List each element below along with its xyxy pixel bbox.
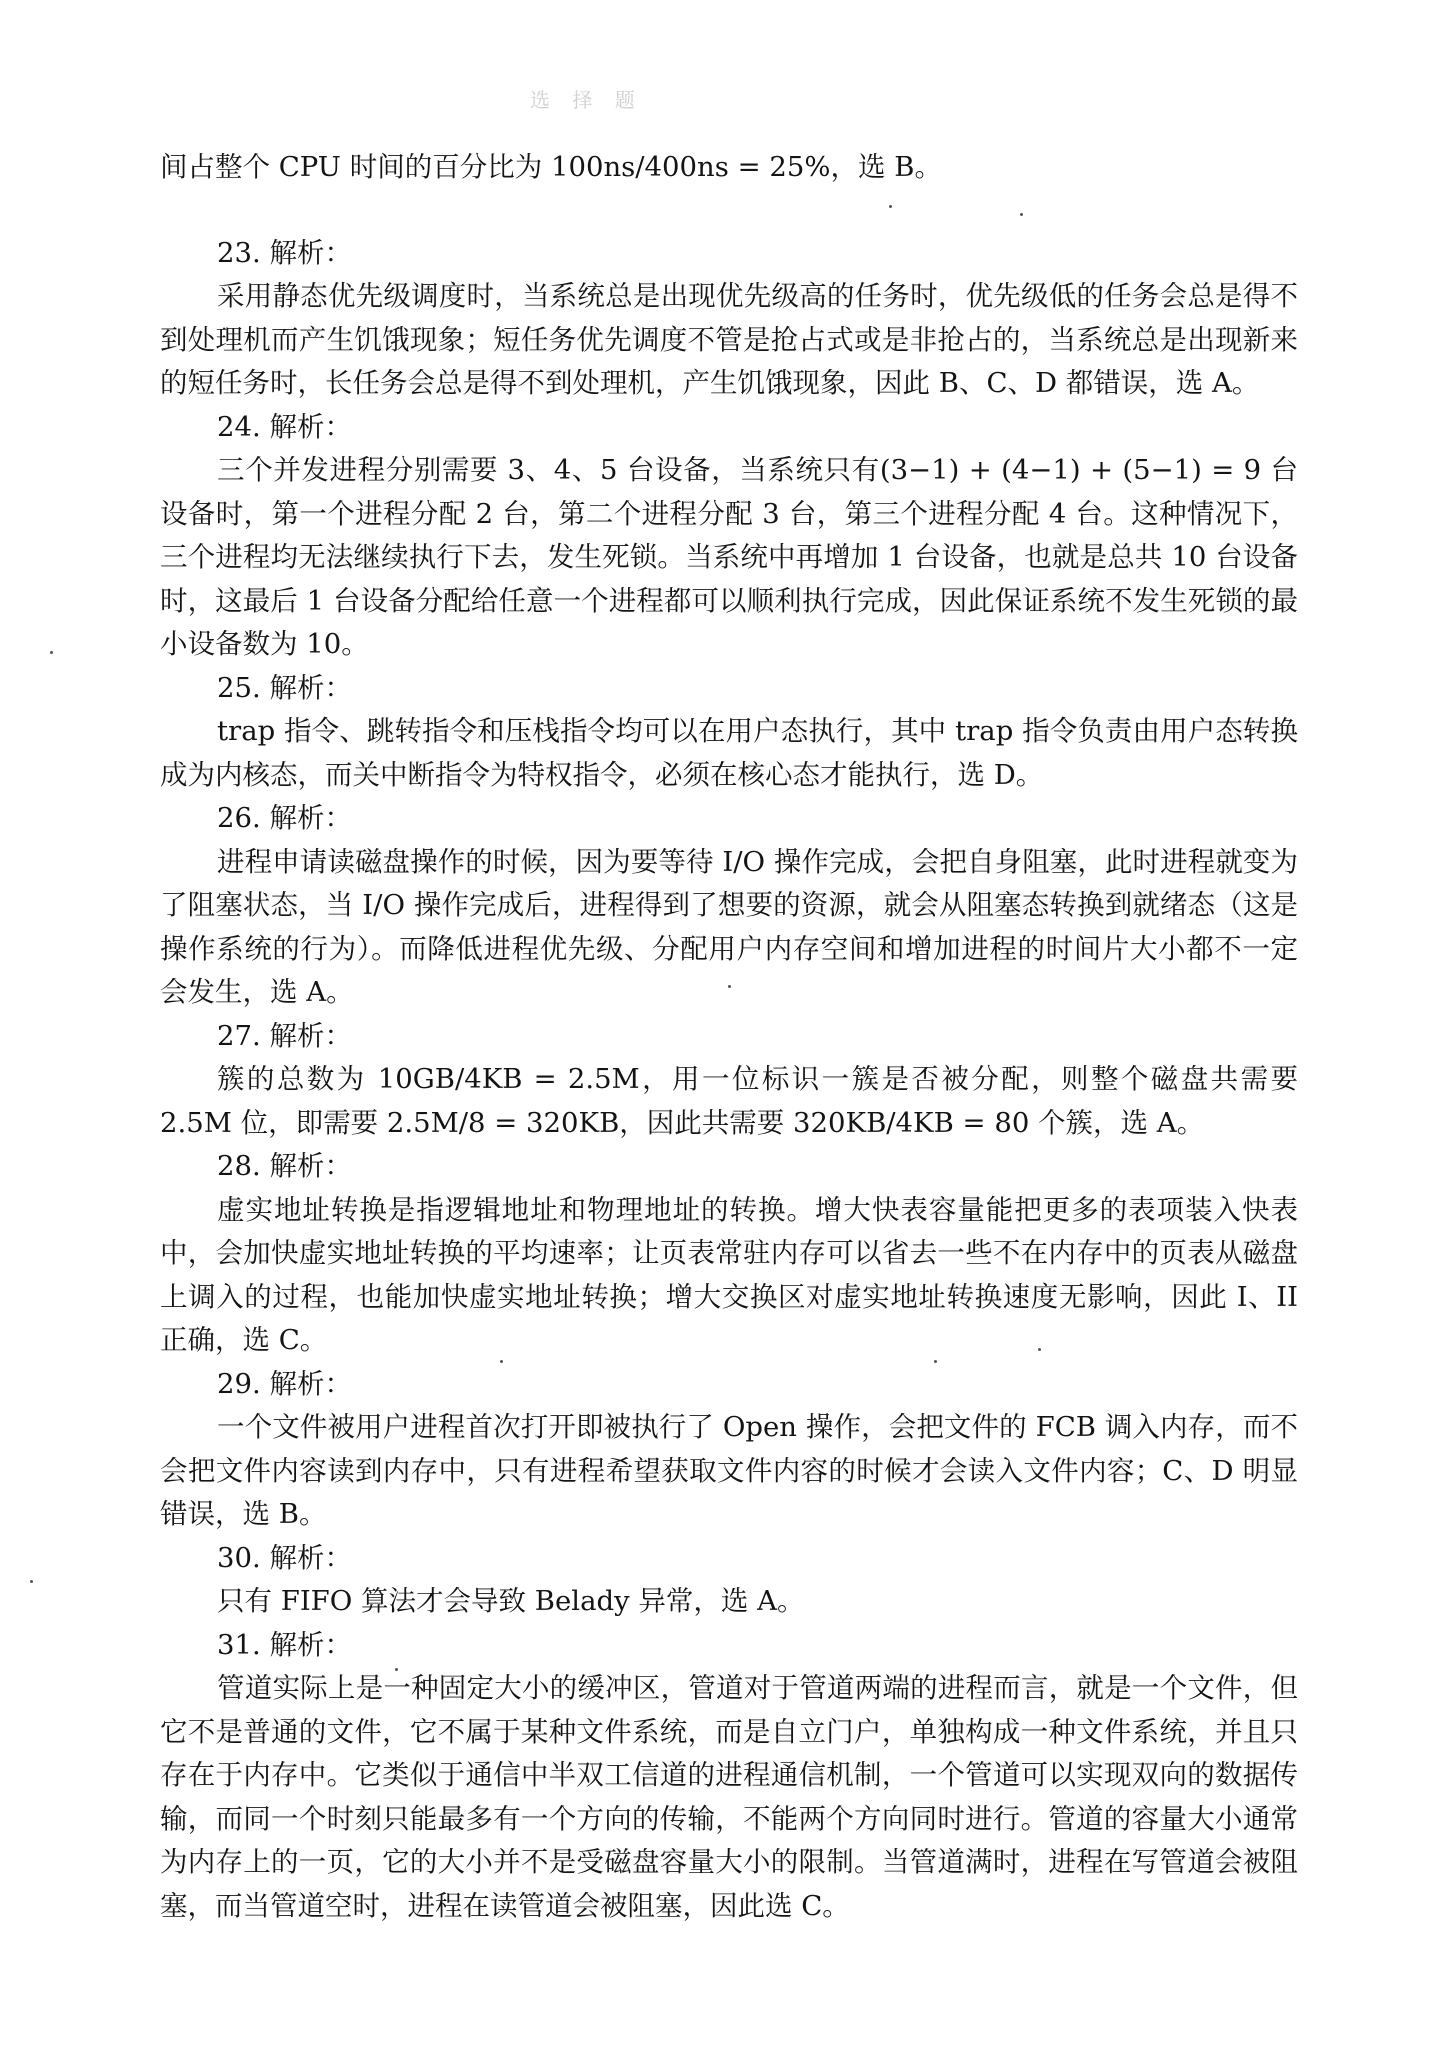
scan-speck — [889, 205, 892, 208]
question-label: 27. 解析： — [217, 1019, 352, 1052]
scan-speck — [728, 985, 731, 988]
answer-paragraph: 虚实地址转换是指逻辑地址和物理地址的转换。增大快表容量能把更多的表项装入快表中，会加快虚实地址转换的平均速率；让页表常驻内存可以省去一些不在内存中的页表从磁盘上调入的过程，也能加快虚实地址转换；增大交换区对虚实地址转换速度无影响，因此 I、II 正确，选 C。 — [160, 1193, 1298, 1356]
scan-speck — [50, 651, 53, 654]
scan-speck — [1020, 213, 1023, 216]
question-label: 30. 解析： — [217, 1541, 352, 1574]
question-label: 25. 解析： — [217, 671, 352, 704]
answer-paragraph: 只有 FIFO 算法才会导致 Belady 异常，选 A。 — [217, 1585, 805, 1617]
scan-speck — [395, 1668, 398, 1671]
question-body — [160, 1580, 1298, 1624]
question-block — [160, 1015, 1298, 1146]
question-label: 28. 解析： — [217, 1150, 352, 1182]
scan-speck — [30, 1580, 33, 1583]
question-list — [160, 232, 1298, 1929]
question-body — [160, 449, 1298, 667]
question-label: 24. 解析： — [217, 410, 352, 443]
answer-paragraph: trap 指令、跳转指令和压栈指令均可以在用户态执行，其中 trap 指令负责由用户态转换成为内核态，而关中断指令为特权指令，必须在核心态才能执行，选 D。 — [160, 715, 1298, 791]
question-body — [160, 841, 1298, 1015]
question-body — [160, 710, 1298, 797]
question-label: 31. 解析： — [217, 1628, 352, 1661]
question-block — [160, 1537, 1298, 1624]
answer-paragraph: 簇的总数为 10GB/4KB = 2.5M，用一位标识一簇是否被分配，则整个磁盘共需要 2.5M 位，即需要 2.5M/8 = 320KB，因此共需要 320KB/4KB = 80 个簇，选 A。 — [160, 1063, 1298, 1139]
question-body — [160, 1406, 1298, 1537]
question-block — [160, 232, 1298, 406]
question-label: 29. 解析： — [217, 1367, 352, 1400]
question-block — [160, 1624, 1298, 1929]
question-body — [160, 1058, 1298, 1145]
question-block — [160, 1363, 1298, 1537]
answer-content — [160, 146, 1298, 1928]
question-block — [160, 797, 1298, 1015]
page-header-mark: 选 择 题 — [530, 88, 643, 112]
answer-paragraph: 三个并发进程分别需要 3、4、5 台设备，当系统只有(3−1) + (4−1) + (5−1) = 9 台设备时，第一个进程分配 2 台，第二个进程分配 3 台，第三个进程分配 4 台。这种情况下，三个进程均无法继续执行下去，发生死锁。当系统中再增加 1 台设备，也就是总共 10 台设备时，这最后 1 台设备分配给任意一个进程都可以顺利执行完成，因此保证系统不发生死锁的最小设备数为 10。 — [160, 454, 1298, 660]
lead-paragraph: 间占整个 CPU 时间的百分比为 100ns/400ns = 25%，选 B。 — [160, 151, 942, 183]
question-block — [160, 406, 1298, 667]
question-body — [160, 275, 1298, 406]
question-block — [160, 667, 1298, 798]
answer-paragraph: 进程申请读磁盘操作的时候，因为要等待 I/O 操作完成，会把自身阻塞，此时进程就变为了阻塞状态，当 I/O 操作完成后，进程得到了想要的资源，就会从阻塞态转换到就绪态（这是操作系统的行为）。而降低进程优先级、分配用户内存空间和增加进程的时间片大小都不一定会发生，选 A。 — [160, 845, 1298, 1008]
scan-speck — [500, 1360, 503, 1363]
question-label: 26. 解析： — [217, 802, 352, 834]
scan-speck — [934, 1360, 937, 1363]
question-block — [160, 1145, 1298, 1363]
answer-paragraph: 采用静态优先级调度时，当系统总是出现优先级高的任务时，优先级低的任务会总是得不到处理机而产生饥饿现象；短任务优先调度不管是抢占式或是非抢占的，当系统总是出现新来的短任务时，长任务会总是得不到处理机，产生饥饿现象，因此 B、C、D 都错误，选 A。 — [160, 280, 1298, 399]
question-label: 23. 解析： — [217, 236, 352, 269]
question-body — [160, 1667, 1298, 1928]
question-body — [160, 1189, 1298, 1363]
scan-speck — [1038, 1348, 1041, 1351]
answer-paragraph: 一个文件被用户进程首次打开即被执行了 Open 操作，会把文件的 FCB 调入内存，而不会把文件内容读到内存中，只有进程希望获取文件内容的时候才会读入文件内容；C、D 明显错误，选 B。 — [160, 1411, 1298, 1530]
answer-paragraph: 管道实际上是一种固定大小的缓冲区，管道对于管道两端的进程而言，就是一个文件，但它不是普通的文件，它不属于某种文件系统，而是自立门户，单独构成一种文件系统，并且只存在于内存中。它类似于通信中半双工信道的进程通信机制，一个管道可以实现双向的数据传输，而同一个时刻只能最多有一个方向的传输，不能两个方向同时进行。管道的容量大小通常为内存上的一页，它的大小并不是受磁盘容量大小的限制。当管道满时，进程在写管道会被阻塞，而当管道空时，进程在读管道会被阻塞，因此选 C。 — [160, 1672, 1298, 1922]
